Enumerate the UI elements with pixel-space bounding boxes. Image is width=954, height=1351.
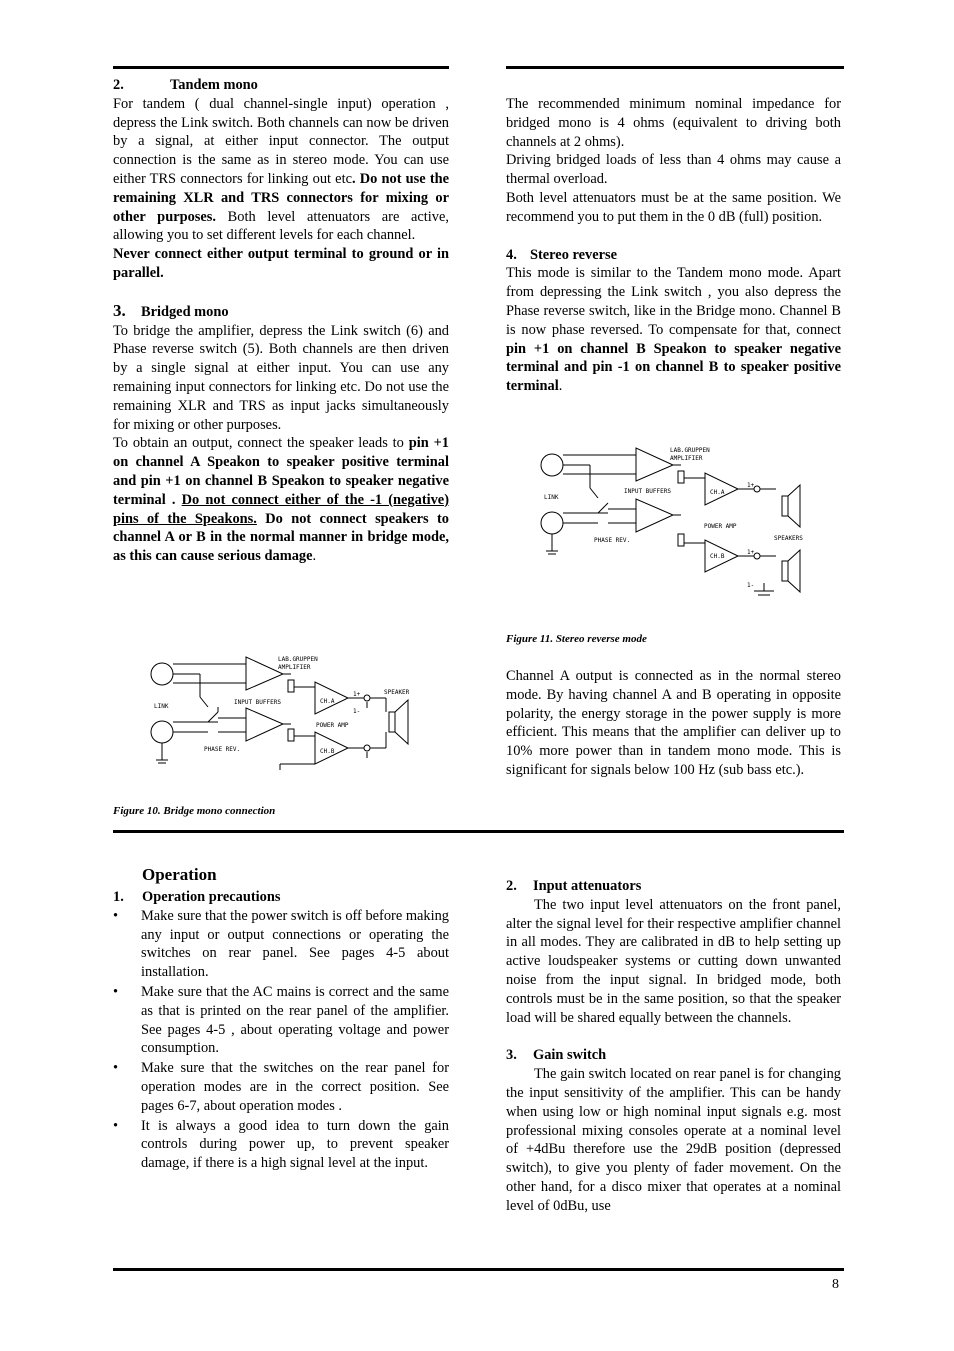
svg-text:CH.B: CH.B: [320, 748, 335, 755]
svg-text:POWER AMP: POWER AMP: [704, 523, 737, 530]
svg-text:LAB.GRUPPEN: LAB.GRUPPEN: [670, 447, 710, 454]
svg-text:PHASE REV.: PHASE REV.: [594, 537, 631, 544]
operation-title: Operation: [142, 865, 217, 884]
list-item: • Make sure that the switches on the rear panel for operation modes are in the correct position. See pages 6-7, about operation modes .: [113, 1060, 449, 1114]
svg-text:LAB.GRUPPEN: LAB.GRUPPEN: [278, 656, 318, 663]
svg-text:1-: 1-: [353, 708, 361, 715]
svg-text:1+: 1+: [747, 549, 755, 556]
svg-text:INPUT BUFFERS: INPUT BUFFERS: [234, 699, 281, 706]
svg-text:POWER AMP: POWER AMP: [316, 722, 349, 729]
svg-text:SPEAKERS: SPEAKERS: [774, 535, 803, 542]
bottom-rule: [113, 1268, 844, 1271]
fig10-caption: Figure 10. Bridge mono connection: [113, 805, 276, 817]
svg-text:1+: 1+: [747, 482, 755, 489]
gain-heading: 3. Gain switch: [506, 1047, 607, 1064]
svg-text:AMPLIFIER: AMPLIFIER: [670, 455, 703, 462]
page-number: 8: [832, 1277, 839, 1292]
left-top-column: [113, 76, 449, 566]
operation-left-column: [113, 888, 449, 1174]
svg-text:CH.B: CH.B: [710, 553, 725, 560]
svg-text:1+: 1+: [353, 691, 361, 698]
middle-rule: [113, 830, 844, 833]
right-top-column: [506, 95, 841, 396]
svg-text:PHASE REV.: PHASE REV.: [204, 746, 241, 753]
list-item: • It is always a good idea to turn down the gain controls during power up, to prevent speaker damage, if there is a high signal level at the input.: [113, 1117, 449, 1172]
tandem-paragraph: For tandem ( dual channel-single input) operation , depress the Link switch. Both channels can now be driven by a signal, at either input connector. The output connection is the same as in stereo mode. You can use either TRS connectors for linking out etc. Do not use the remaining XLR and TRS connectors for mixing or other purposes. Both level attenuators are active, allowing you to set different levels for each channel.: [113, 95, 449, 244]
bridged-paragraph-1: To bridge the amplifier, depress the Link switch (6) and Phase reverse switch (5). Both channels are then driven by a single signal at either input. You can use any remaining input connectors for linking etc. Do not use the remaining XLR and TRS as input jacks simultaneously for mixing or other purposes.: [113, 322, 449, 433]
stereo-heading: 4. Stereo reverse: [506, 246, 617, 263]
svg-text:AMPLIFIER: AMPLIFIER: [278, 664, 311, 671]
channel-a-paragraph: Channel A output is connected as in the normal stereo mode. By having channel A and B operating in opposite polarity, the energy storage in the power supply is more efficient. This means that the amplifier can deliver up to 10% more power than in tandem mono mode. This is significant for signals below 100 Hz (sub bass etc.).: [506, 668, 841, 778]
attenuators-paragraph: The two input level attenuators on the front panel, alter the signal level for their respective amplifier channel in all modes. They are calibrated in dB to help setting up active loudspeaker systems or cutting down unwanted noise from the input signal. In bridged mode, both controls must be in the same position, so that the speaker load will be shared equally between the channels.: [506, 896, 841, 1026]
attenuators-heading: 2. Input attenuators: [506, 878, 642, 894]
svg-text:1-: 1-: [747, 582, 755, 589]
svg-text:CH.A: CH.A: [710, 489, 725, 496]
bridge-mono-diagram: [148, 652, 418, 774]
gain-paragraph: The gain switch located on rear panel is for changing the input sensitivity of the amplifier. This can be handy when using low or high nominal input signals e.g. most professional mixing consoles operate at a nominal level of +4dBu therefore use the 29dB position (depressed switch), to give you plenty of fader movement. On the other hand, for a disco mixer that operates at a nominal level of 0dBu, use: [506, 1066, 841, 1214]
svg-text:CH.A: CH.A: [320, 698, 335, 705]
stereo-reverse-diagram: [538, 443, 808, 603]
impedance-paragraph-1: The recommended minimum nominal impedance for bridged mono is 4 ohms (equivalent to driving both channels at 2 ohms).: [506, 96, 841, 150]
precautions-heading: 1. Operation precautions: [113, 889, 281, 905]
stereo-paragraph: This mode is similar to the Tandem mono mode. Apart from depressing the Link switch , you also depress the Phase reverse switch, like in the Bridge mono. Channel B is now phase reversed. To compensate for that, connect pin +1 on channel B Speakon to speaker negative terminal and pin -1 on channel B to speaker positive terminal.: [506, 265, 841, 395]
svg-text:SPEAKER: SPEAKER: [384, 689, 410, 696]
operation-right-column: [506, 877, 841, 1216]
impedance-paragraph-2: Driving bridged loads of less than 4 ohms may cause a thermal overload.: [506, 152, 841, 188]
svg-text:LINK: LINK: [154, 703, 169, 710]
list-item: • Make sure that the AC mains is correct and the same as that is printed on the rear panel of the amplifier. See pages 4-5 , about operating voltage and power consumption.: [113, 983, 449, 1057]
bridged-heading: 3. Bridged mono: [113, 300, 229, 320]
fig11-caption: Figure 11. Stereo reverse mode: [506, 633, 647, 645]
impedance-paragraph-3: Both level attenuators must be at the same position. We recommend you to put them in the 0 dB (full) position.: [506, 189, 841, 225]
svg-text:INPUT BUFFERS: INPUT BUFFERS: [624, 488, 671, 495]
list-item: • Make sure that the power switch is off before making any input or output connections or operating the switches on rear panel. See pages 4-5 about installation.: [113, 907, 449, 981]
precautions-list: [113, 907, 449, 1173]
bridged-paragraph-2: To obtain an output, connect the speaker leads to pin +1 on channel A Speakon to speaker positive terminal and pin +1 on channel B Speakon to speaker negative terminal . Do not connect either of the -1 (negative) pins of the Speakons. Do not connect speakers to channel A or B in the normal manner in bridge mode, as this can cause serious damage.: [113, 435, 449, 565]
channel-a-paragraph-block: [506, 667, 841, 780]
top-rule-left: [113, 66, 449, 69]
top-rule-right: [506, 66, 844, 69]
svg-text:LINK: LINK: [544, 494, 559, 501]
tandem-heading: 2. Tandem mono: [113, 77, 258, 93]
tandem-warning: Never connect either output terminal to ground or in parallel.: [113, 246, 449, 281]
